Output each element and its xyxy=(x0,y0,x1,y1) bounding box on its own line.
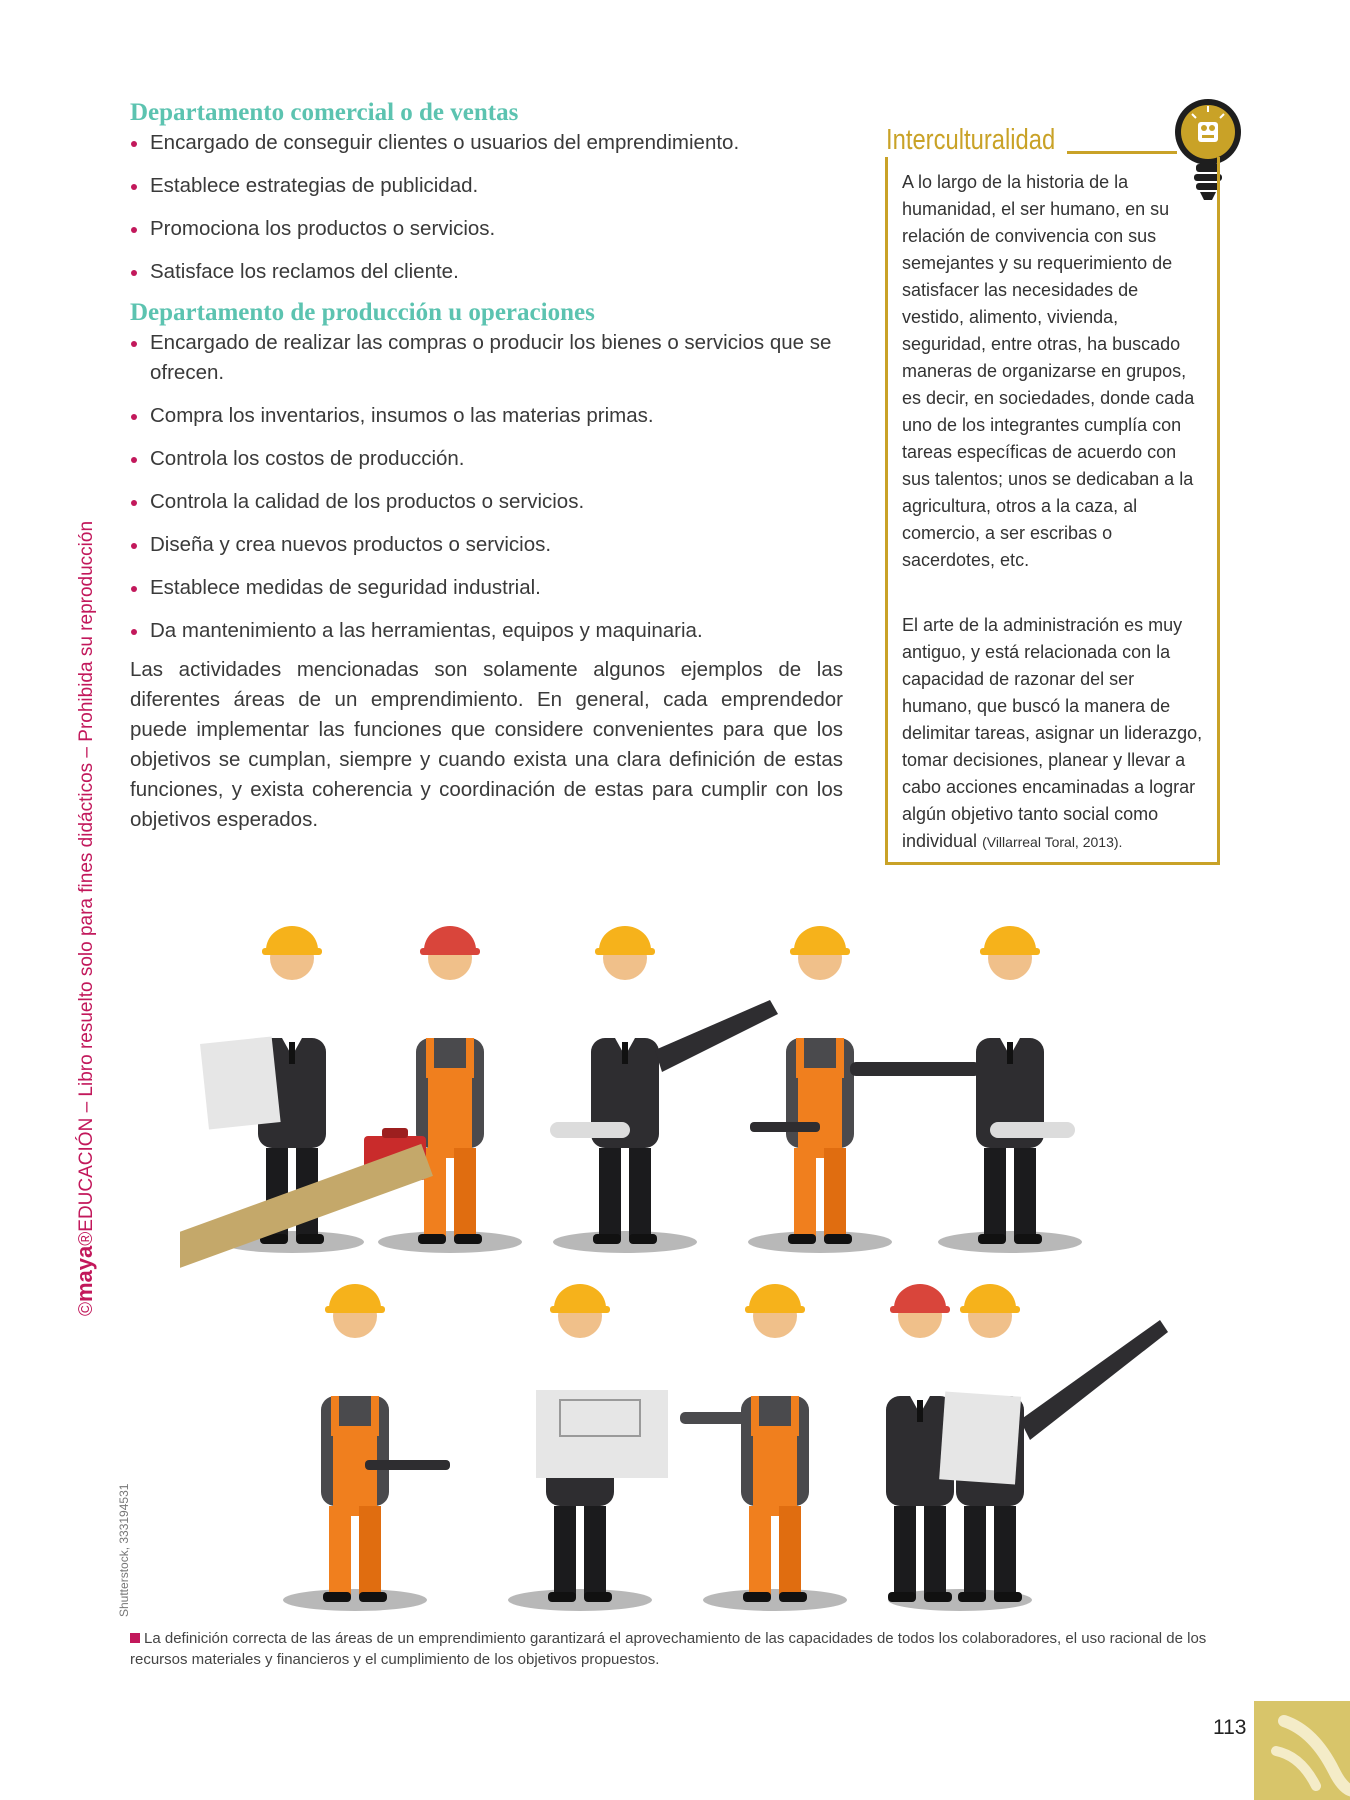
production-list xyxy=(130,328,843,646)
list-item: Compra los inventarios, insumos o las materias primas. xyxy=(130,401,843,431)
list-item: Establece medidas de seguridad industrial. xyxy=(130,573,843,603)
sidebar-title-rule xyxy=(1067,151,1177,154)
copyright-symbol: © xyxy=(76,1302,97,1316)
caption-text: La definición correcta de las áreas de un emprendimiento garantizará el aprovechamiento de las capacidades de todos los colaboradores, el uso racional de los recursos materiales y financieros y el cumplimiento de los objetivos propuestos. xyxy=(130,1630,1207,1668)
list-item: Controla la calidad de los productos o servicios. xyxy=(130,487,843,517)
list-item: Satisface los reclamos del cliente. xyxy=(130,257,843,287)
page-number: 113 xyxy=(1213,1716,1247,1739)
copyright-notice xyxy=(72,486,98,1316)
section-title-production: Departamento de producción u operaciones xyxy=(130,299,595,326)
list-item: Controla los costos de producción. xyxy=(130,444,843,474)
corner-decoration xyxy=(1254,1701,1350,1800)
caption-marker-icon xyxy=(130,1633,140,1643)
list-item: Promociona los productos o servicios. xyxy=(130,214,843,244)
photo-credit: Shutterstock, 333194531 xyxy=(117,1483,131,1617)
workers-illustration xyxy=(180,900,1200,1620)
interculturalidad-box xyxy=(885,157,1220,865)
figure-caption xyxy=(130,1628,1210,1670)
sales-list xyxy=(130,128,843,287)
copyright-text: ®EDUCACIÓN – Libro resuelto solo para fines didácticos – Prohibida su reproducción xyxy=(76,520,97,1246)
list-item: Diseña y crea nuevos productos o servicios. xyxy=(130,530,843,560)
hand-decoration-icon xyxy=(1254,1701,1350,1800)
main-content xyxy=(130,98,843,835)
sidebar-citation: (Villarreal Toral, 2013). xyxy=(982,834,1123,850)
sidebar-paragraph-1: A lo largo de la historia de la humanidad, el ser humano, en su relación de convivencia con sus semejantes y su requerimiento de satisfacer las necesidades de vestido, alimento, vivienda, seguridad, entre otras, ha buscado maneras de organizarse en grupos, es decir, en sociedades, donde cada uno de los integrantes cumplía con tareas específicas de acuerdo con sus talentos; unos se dedicaban a la agricultura, otros a la caza, al comercio, a ser escribas o sacerdotes, etc. xyxy=(902,172,1195,570)
list-item: Establece estrategias de publicidad. xyxy=(130,171,843,201)
list-item: Da mantenimiento a las herramientas, equipos y maquinaria. xyxy=(130,616,843,646)
body-paragraph: Las actividades mencionadas son solamente algunos ejemplos de las diferentes áreas de un emprendimiento. En general, cada emprendedor puede implementar las funciones que considere convenientes para que los objetivos se cumplan, siempre y cuando exista una clara definición de estas funciones, y exista coherencia y coordinación de estas para cumplir con los objetivos esperados. xyxy=(130,658,843,831)
section-title-sales: Departamento comercial o de ventas xyxy=(130,99,519,126)
list-item: Encargado de realizar las compras o producir los bienes o servicios que se ofrecen. xyxy=(130,328,843,388)
sidebar-title: Interculturalidad xyxy=(886,124,1056,156)
brand-logo-text: maya xyxy=(72,1245,97,1302)
list-item: Encargado de conseguir clientes o usuarios del emprendimiento. xyxy=(130,128,843,158)
sidebar-paragraph-2-text: El arte de la administración es muy antiguo, y está relacionada con la capacidad de razonar del ser humano, que buscó la manera de delimitar tareas, asignar un liderazgo, tomar decisiones, planear y llevar a cabo acciones encaminadas a lograr algún objetivo tanto social como individual xyxy=(902,615,1203,851)
sidebar-paragraph-2 xyxy=(902,612,1203,856)
